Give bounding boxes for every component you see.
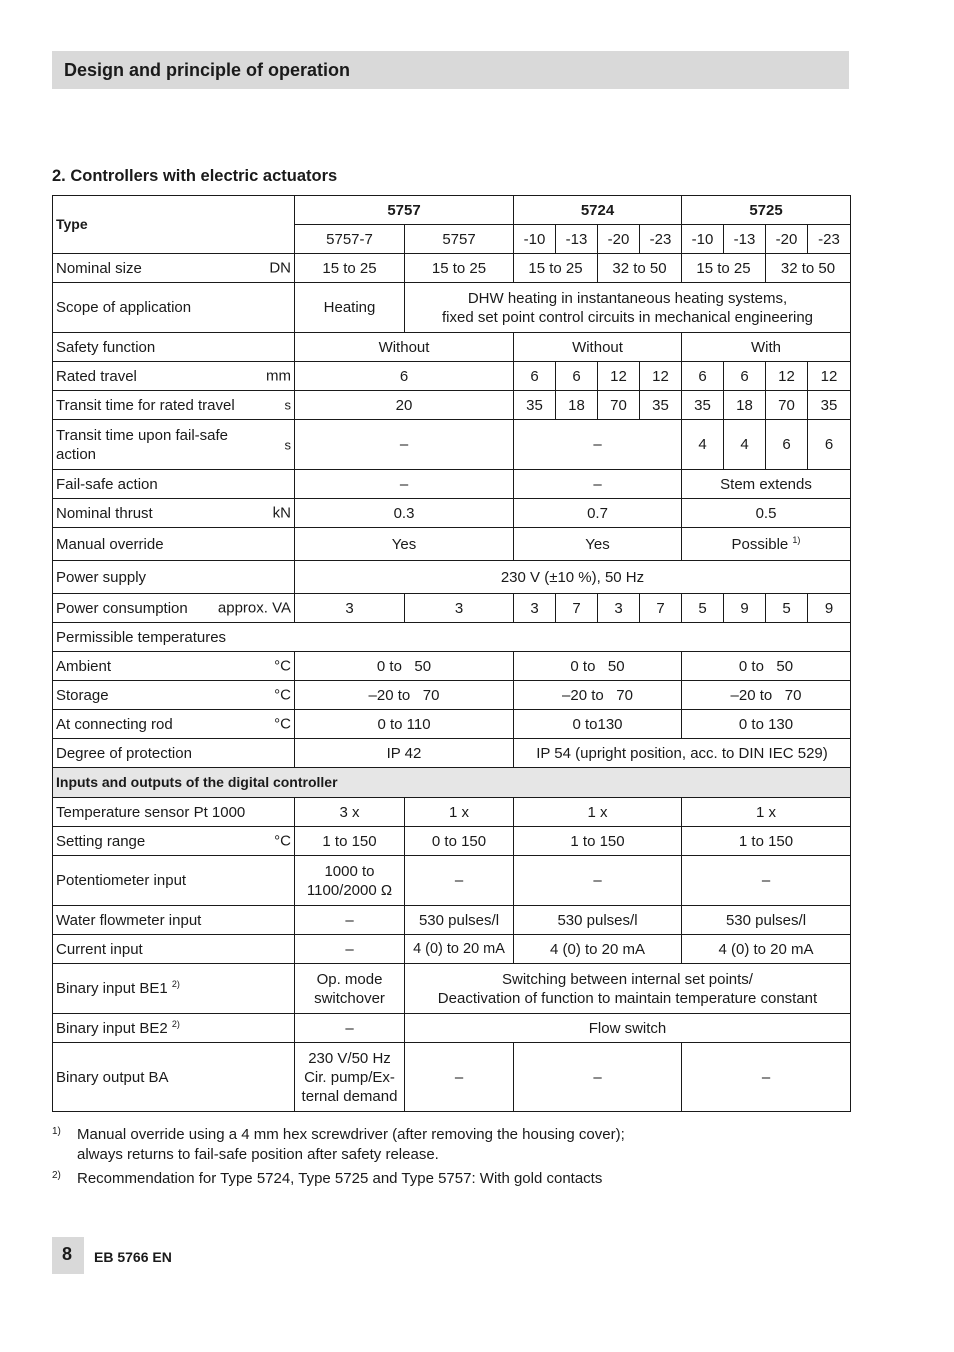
header-bar xyxy=(52,51,849,89)
subtype: -13 xyxy=(724,225,766,254)
footnote: 2) Recommendation for Type 5724, Type 5725 and Type 5757: With gold contacts xyxy=(52,1169,852,1189)
cell: 3 xyxy=(295,594,405,623)
cell: Without xyxy=(514,333,682,362)
subtype: -23 xyxy=(808,225,851,254)
cell: – xyxy=(295,470,514,499)
table-row xyxy=(53,827,851,856)
unit: °C xyxy=(274,832,291,850)
cell: 6 xyxy=(724,362,766,391)
cell: 6 xyxy=(808,420,851,470)
cell: 0.7 xyxy=(514,499,682,528)
unit: °C xyxy=(274,686,291,704)
cell: 3 xyxy=(598,594,640,623)
table-row xyxy=(53,710,851,739)
row-label: Fail-safe action xyxy=(53,470,295,499)
row-label: Storage °C xyxy=(53,681,295,710)
cell: 6 xyxy=(556,362,598,391)
footnote-ref: 2) xyxy=(171,979,180,989)
table-row xyxy=(53,362,851,391)
cell: 15 to 25 xyxy=(405,254,514,283)
subtype: -10 xyxy=(682,225,724,254)
cell: 70 xyxy=(766,391,808,420)
cell: 70 xyxy=(598,391,640,420)
cell: Switching between internal set points/ Deactivation of function to maintain temperature constant xyxy=(405,964,851,1014)
unit: s xyxy=(284,397,291,413)
footnote: 1) Manual override using a 4 mm hex screwdriver (after removing the housing cover); always returns to fail-safe position after safety release. xyxy=(52,1125,852,1165)
cell: 1 to 150 xyxy=(295,827,405,856)
row-label: Power consumption approx. VA xyxy=(53,594,295,623)
footnote-mark: 2) xyxy=(52,1170,61,1181)
spec-table xyxy=(52,195,851,1112)
cell: 0.5 xyxy=(682,499,851,528)
cell: 6 xyxy=(682,362,724,391)
cell: 35 xyxy=(808,391,851,420)
subtype: -10 xyxy=(514,225,556,254)
cell: –20 to 70 xyxy=(682,681,851,710)
row-label: Power supply xyxy=(53,561,295,594)
cell: – xyxy=(405,856,514,906)
cell: Without xyxy=(295,333,514,362)
cell: 35 xyxy=(640,391,682,420)
cell: With xyxy=(682,333,851,362)
cell: – xyxy=(682,1043,851,1112)
cell: 0 to 130 xyxy=(682,710,851,739)
unit: mm xyxy=(266,367,291,385)
cell: DHW heating in instantaneous heating systems, fixed set point control circuits in mechanical engineering xyxy=(405,283,851,333)
cell: Stem extends xyxy=(682,470,851,499)
row-label: Potentiometer input xyxy=(53,856,295,906)
cell: 0 to 50 xyxy=(514,652,682,681)
cell: Flow switch xyxy=(405,1014,851,1043)
cell: 9 xyxy=(808,594,851,623)
table-row xyxy=(53,652,851,681)
table-row xyxy=(53,499,851,528)
row-label: Transit time for rated travel s xyxy=(53,391,295,420)
cell: 1000 to 1100/2000 Ω xyxy=(295,856,405,906)
cell: 1 x xyxy=(682,798,851,827)
cell: 12 xyxy=(598,362,640,391)
subtype: -20 xyxy=(598,225,640,254)
table-row xyxy=(53,196,851,225)
table-row xyxy=(53,768,851,798)
cell: 12 xyxy=(640,362,682,391)
row-label: Rated travel mm xyxy=(53,362,295,391)
page-number-box xyxy=(52,1237,84,1274)
cell: – xyxy=(514,1043,682,1112)
row-label: Setting range °C xyxy=(53,827,295,856)
cell: – xyxy=(514,420,682,470)
cell: 32 to 50 xyxy=(598,254,682,283)
cell: Yes xyxy=(514,528,682,561)
cell: 5 xyxy=(766,594,808,623)
cell: –20 to 70 xyxy=(295,681,514,710)
subtype: 5757-7 xyxy=(295,225,405,254)
cell: 1 to 150 xyxy=(514,827,682,856)
cell: – xyxy=(295,935,405,964)
row-label: Safety function xyxy=(53,333,295,362)
cell: 230 V/50 Hz Cir. pump/Ex- ternal demand xyxy=(295,1043,405,1112)
cell: 0 to 110 xyxy=(295,710,514,739)
cell: 3 x xyxy=(295,798,405,827)
table-row xyxy=(53,254,851,283)
section-title: 2. Controllers with electric actuators xyxy=(52,167,338,185)
type-label: Type xyxy=(53,196,295,254)
row-label: Permissible temperatures xyxy=(53,623,851,652)
table-row xyxy=(53,798,851,827)
cell: 0 to 50 xyxy=(682,652,851,681)
cell: 1 x xyxy=(514,798,682,827)
footnote-mark: 1) xyxy=(52,1126,61,1137)
cell: 15 to 25 xyxy=(682,254,766,283)
type-5724: 5724 xyxy=(514,196,682,225)
type-5757: 5757 xyxy=(295,196,514,225)
cell: 18 xyxy=(724,391,766,420)
cell: 5 xyxy=(682,594,724,623)
row-label: Scope of application xyxy=(53,283,295,333)
cell: 530 pulses/l xyxy=(405,906,514,935)
cell: 530 pulses/l xyxy=(682,906,851,935)
cell: 20 xyxy=(295,391,514,420)
cell: 230 V (±10 %), 50 Hz xyxy=(295,561,851,594)
table-row xyxy=(53,470,851,499)
cell: 18 xyxy=(556,391,598,420)
table-row xyxy=(53,856,851,906)
row-label: Nominal size DN xyxy=(53,254,295,283)
section-row-label: Inputs and outputs of the digital controller xyxy=(53,768,851,798)
table-row xyxy=(53,935,851,964)
table-row xyxy=(53,594,851,623)
document-id: EB 5766 EN xyxy=(94,1249,172,1265)
cell: – xyxy=(405,1043,514,1112)
row-label: Binary input BE2 $^{2)}$ xyxy=(53,1014,295,1043)
cell: 7 xyxy=(556,594,598,623)
cell: Heating xyxy=(295,283,405,333)
cell: – xyxy=(295,906,405,935)
row-label: Water flowmeter input xyxy=(53,906,295,935)
row-label: Manual override xyxy=(53,528,295,561)
row-label: Binary input BE1 $^{2)}$ xyxy=(53,964,295,1014)
subtype: -20 xyxy=(766,225,808,254)
cell: IP 42 xyxy=(295,739,514,768)
cell: 0.3 xyxy=(295,499,514,528)
cell: 35 xyxy=(682,391,724,420)
cell: 6 xyxy=(514,362,556,391)
table-row xyxy=(53,1043,851,1112)
row-label: Current input xyxy=(53,935,295,964)
cell: 4 xyxy=(724,420,766,470)
page-header-title: Design and principle of operation xyxy=(64,60,351,80)
row-label: Transit time upon fail-safe action s xyxy=(53,420,295,470)
table-row xyxy=(53,333,851,362)
cell: 15 to 25 xyxy=(514,254,598,283)
footnote-ref: 1) xyxy=(792,534,801,545)
cell: – xyxy=(514,470,682,499)
cell: Possible $^{1)}$ xyxy=(682,528,851,561)
cell: 4 xyxy=(682,420,724,470)
table-row xyxy=(53,1014,851,1043)
table-row xyxy=(53,739,851,768)
cell: – xyxy=(295,1014,405,1043)
cell: – xyxy=(682,856,851,906)
cell: 15 to 25 xyxy=(295,254,405,283)
cell: 0 to130 xyxy=(514,710,682,739)
cell: 12 xyxy=(808,362,851,391)
row-label: At connecting rod °C xyxy=(53,710,295,739)
cell: 4 (0) to 20 mA xyxy=(405,935,514,964)
subtype: -23 xyxy=(640,225,682,254)
cell: 9 xyxy=(724,594,766,623)
unit: DN xyxy=(269,259,291,277)
cell: 32 to 50 xyxy=(766,254,851,283)
table-row xyxy=(53,528,851,561)
cell: 6 xyxy=(766,420,808,470)
cell: 0 to 50 xyxy=(295,652,514,681)
cell: 0 to 150 xyxy=(405,827,514,856)
type-5725: 5725 xyxy=(682,196,851,225)
cell: –20 to 70 xyxy=(514,681,682,710)
unit: s xyxy=(284,437,291,452)
cell: 4 (0) to 20 mA xyxy=(514,935,682,964)
unit: approx. VA xyxy=(217,599,291,617)
unit: °C xyxy=(274,657,291,675)
table-row xyxy=(53,420,851,470)
footnote-ref: 2) xyxy=(171,1018,180,1029)
table-row xyxy=(53,391,851,420)
unit: kN xyxy=(272,504,291,522)
row-label: Binary output BA xyxy=(53,1043,295,1112)
cell: 4 (0) to 20 mA xyxy=(682,935,851,964)
cell: 1 x xyxy=(405,798,514,827)
table-row xyxy=(53,964,851,1014)
cell: Yes xyxy=(295,528,514,561)
table-row xyxy=(53,681,851,710)
cell: 6 xyxy=(295,362,514,391)
subtype: 5757 xyxy=(405,225,514,254)
table-row xyxy=(53,906,851,935)
table-row xyxy=(53,623,851,652)
row-label: Temperature sensor Pt 1000 xyxy=(53,798,295,827)
cell: 3 xyxy=(514,594,556,623)
cell: Op. mode switchover xyxy=(295,964,405,1014)
unit: °C xyxy=(274,715,291,733)
cell: 7 xyxy=(640,594,682,623)
page-number: 8 xyxy=(62,1244,73,1264)
cell: 530 pulses/l xyxy=(514,906,682,935)
table-row xyxy=(53,283,851,333)
cell: IP 54 (upright position, acc. to DIN IEC 529) xyxy=(514,739,851,768)
cell: – xyxy=(295,420,514,470)
cell: – xyxy=(514,856,682,906)
row-label: Ambient °C xyxy=(53,652,295,681)
row-label: Degree of protection xyxy=(53,739,295,768)
subtype: -13 xyxy=(556,225,598,254)
row-label: Nominal thrust kN xyxy=(53,499,295,528)
table-row xyxy=(53,561,851,594)
cell: 1 to 150 xyxy=(682,827,851,856)
cell: 12 xyxy=(766,362,808,391)
cell: 35 xyxy=(514,391,556,420)
footnotes xyxy=(52,1125,852,1193)
cell: 3 xyxy=(405,594,514,623)
